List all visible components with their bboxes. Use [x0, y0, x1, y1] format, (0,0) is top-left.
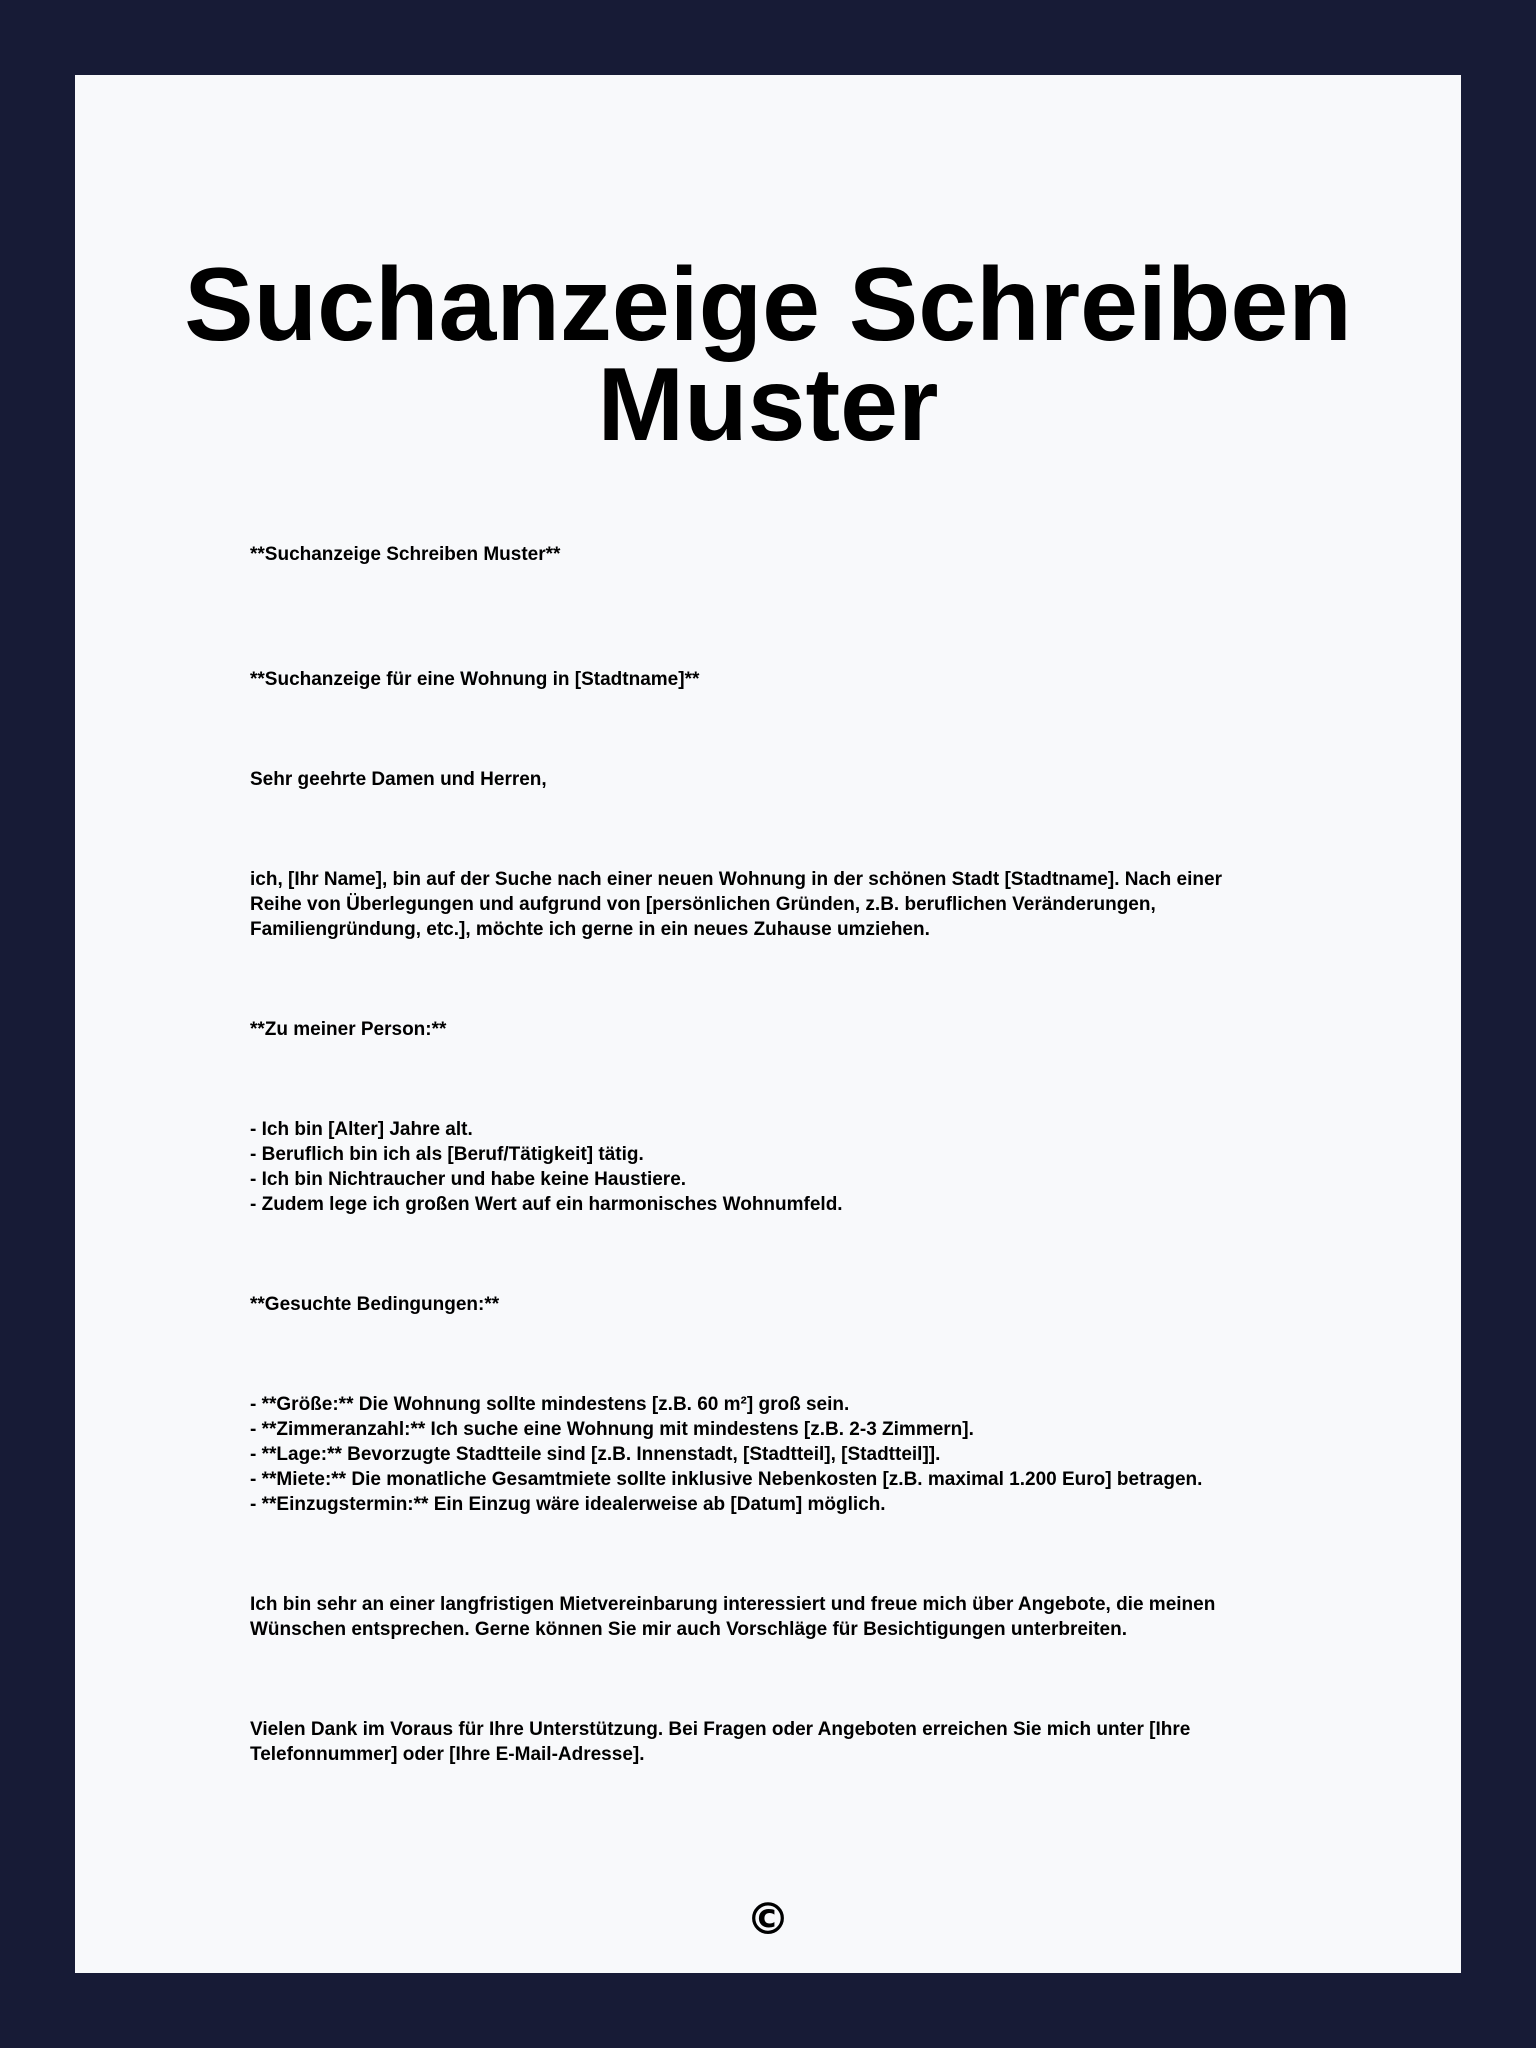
- closing-line: Vielen Dank im Voraus für Ihre Unterstützung. Bei Fragen oder Angeboten erreichen Sie mich unter [Ihre: [250, 1719, 1191, 1740]
- document-page: [75, 75, 1461, 1973]
- conditions-list-item: - **Miete:** Die monatliche Gesamtmiete sollte inklusive Nebenkosten [z.B. maximal 1.200 Euro] betragen.: [250, 1469, 1203, 1490]
- document-subheading: **Suchanzeige für eine Wohnung in [Stadtname]**: [250, 669, 700, 690]
- intro-line: Reihe von Überlegungen und aufgrund von [persönlichen Gründen, z.B. beruflichen Veränderungen,: [250, 894, 1156, 915]
- closing-line: Telefonnummer] oder [Ihre E-Mail-Adresse].: [250, 1744, 645, 1765]
- copyright-icon: ©: [746, 1894, 790, 1945]
- interest-line: Wünschen entsprechen. Gerne können Sie mir auch Vorschläge für Besichtigungen unterbreiten.: [250, 1619, 1127, 1640]
- person-list: [250, 1117, 1310, 1217]
- page-title-line-2: Muster: [597, 347, 939, 463]
- person-list-item: - Beruflich bin ich als [Beruf/Tätigkeit] tätig.: [250, 1144, 644, 1165]
- conditions-heading: **Gesuchte Bedingungen:**: [250, 1294, 500, 1315]
- conditions-list-item: - **Einzugstermin:** Ein Einzug wäre idealerweise ab [Datum] möglich.: [250, 1494, 886, 1515]
- conditions-list: [250, 1392, 1310, 1517]
- person-heading: **Zu meiner Person:**: [250, 1019, 447, 1040]
- intro-paragraph: [250, 867, 1310, 942]
- page-title: [75, 247, 1461, 463]
- conditions-list-item: - **Zimmeranzahl:** Ich suche eine Wohnung mit mindestens [z.B. 2-3 Zimmern].: [250, 1419, 974, 1440]
- conditions-list-item: - **Lage:** Bevorzugte Stadtteile sind [z.B. Innenstadt, [Stadtteil], [Stadtteil]].: [250, 1444, 941, 1465]
- intro-line: Familiengründung, etc.], möchte ich gerne in ein neues Zuhause umziehen.: [250, 919, 930, 940]
- conditions-list-item: - **Größe:** Die Wohnung sollte mindestens [z.B. 60 m²] groß sein.: [250, 1394, 850, 1415]
- person-list-item: - Ich bin [Alter] Jahre alt.: [250, 1119, 473, 1140]
- person-list-item: - Zudem lege ich großen Wert auf ein harmonisches Wohnumfeld.: [250, 1194, 843, 1215]
- interest-paragraph: [250, 1592, 1310, 1642]
- greeting: Sehr geehrte Damen und Herren,: [250, 769, 547, 790]
- page-title-line-1: Suchanzeige Schreiben: [184, 247, 1352, 363]
- document-heading: **Suchanzeige Schreiben Muster**: [250, 544, 561, 565]
- person-list-item: - Ich bin Nichtraucher und habe keine Haustiere.: [250, 1169, 687, 1190]
- intro-line: ich, [Ihr Name], bin auf der Suche nach einer neuen Wohnung in der schönen Stadt [Stadtname]. Nach einer: [250, 869, 1222, 890]
- document-body: [250, 542, 1310, 1842]
- closing-paragraph: [250, 1717, 1310, 1767]
- interest-line: Ich bin sehr an einer langfristigen Mietvereinbarung interessiert und freue mich über Angebote, die meinen: [250, 1594, 1216, 1615]
